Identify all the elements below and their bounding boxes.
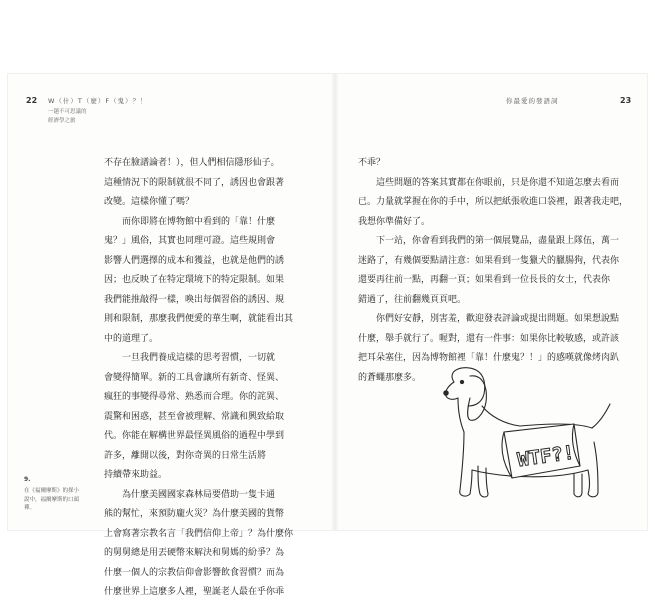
dog-nose bbox=[444, 391, 448, 395]
left-body-text: 不存在臉譜論者！），但人們相信隱形仙子。 這種情況下的限制就很不同了，誘因也會跟著 改變。這樣你懂了嗎？ 而你即將在博物館中看到的「靠！什麼 鬼？」風俗，其實也同理可證。這些規則會 影響人們選擇的成本和獲益，也就是他們的誘 因；也反映了在特定環境下的特定限制。如果 我們能推敲得一樣，喚出每個習俗的誘因、規 則和限制，那麼我們便愛的華生啊，就能看出其 中的道理了。 一旦我們養成這樣的思考習慣，一切就 會變得簡單。新的工具會讓所有新奇、怪異、 瘋狂的事變得尋常、熟悉而合理。你的詫異、 震驚和困惑，甚至會被理解、常識和興致給取 代。你能在解構世界最怪異風俗的過程中學到 許多，離開以後，對你奇異的日常生活將 持續帶來助益。 為什麼美國國家森林局要借助一隻卡通 熊的幫忙，來預防龐火災？為什麼美國的貨幣 上會寫著宗教名言「我們信仰上帝」？為什麼你 的舅舅總是用丟硬幣來解決和舅媽的紛爭？為 什麼一個人的宗教信仰會影響飲食習慣？而為 什麼世界上這麼多人裡，聖誕老人最在乎你乖 bbox=[104, 158, 294, 597]
footnote-text: 在《福爾摩斯》的探小 說中，福爾摩斯的口頭 禪。 bbox=[24, 488, 80, 511]
left-page-number: 22 bbox=[26, 96, 38, 105]
book-spread bbox=[8, 74, 647, 597]
book-gutter bbox=[331, 74, 339, 530]
right-body-text: 不乖？ 這些問題的答案其實都在你眼前，只是你還不知道怎麼去看而 已。力量就掌握在你的手中，所以把紙張收進口袋裡，跟著我走吧， 我想你準備好了。 下一站，你會看到我們的第一個展覽品，盡量跟上隊伍，萬一 迷路了，有幾個要點請注意：如果看到一隻獵犬的臘腸狗，代表你 還要再往前一點，再翻一頁；如果看到一位長長的女士，代表你 錯過了，往前翻幾頁頁吧。 你們好安靜，別害羞，歡迎發表評論或提出問題。如果想說點 什麼，舉手就行了。喔對，還有一件事：如果你比較敏感，或許該 把耳朵塞住，因為博物館裡「靠！什麼鬼？！」的感嘆就像烤肉趴 的蒼蠅那麼多。 bbox=[358, 158, 629, 383]
dachshund-illustration bbox=[424, 362, 624, 512]
dog-sign-text: WTF?! bbox=[516, 441, 576, 472]
right-running-head: 你最愛的發語詞 bbox=[506, 97, 559, 105]
dog-front-leg bbox=[460, 432, 472, 496]
footnote-number: 9. bbox=[24, 476, 31, 483]
left-running-head: W（什）T（麼）F（鬼）？！ bbox=[48, 97, 148, 105]
dog-eye bbox=[460, 380, 463, 383]
dog-tail bbox=[592, 404, 610, 428]
dog-back-leg bbox=[588, 442, 598, 497]
dog-head bbox=[452, 368, 485, 406]
right-page-number: 23 bbox=[620, 96, 632, 105]
left-running-subhead: 一趟不可思議的 經濟學之旅 bbox=[48, 109, 87, 124]
dog-ear bbox=[468, 376, 487, 421]
